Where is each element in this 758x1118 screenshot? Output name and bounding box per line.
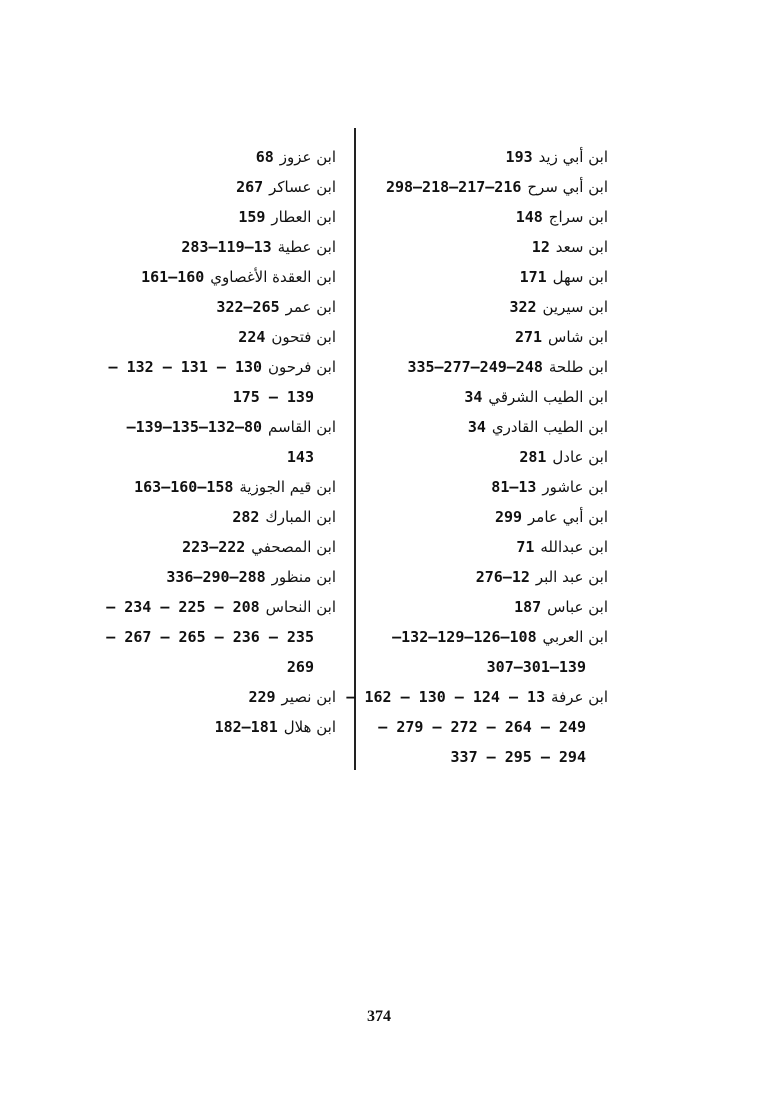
- entry-name: ابن فرحون: [267, 358, 336, 376]
- entry-name: ابن سهل: [552, 268, 608, 286]
- entry-name: ابن طلحة: [548, 358, 608, 376]
- entry-pages: 175 – 139: [232, 388, 314, 406]
- index-entry: [346, 682, 608, 712]
- index-entry: [388, 592, 608, 622]
- entry-pages: – 279 – 272 – 264 – 249: [378, 718, 586, 736]
- entry-name: ابن منظور: [271, 568, 336, 586]
- entry-name: ابن عبد البر: [535, 568, 608, 586]
- entry-pages: –139–135–132–80: [126, 418, 263, 436]
- column-divider: [354, 128, 356, 770]
- entry-pages: 187: [514, 598, 542, 616]
- entry-pages: 335–277–249–248: [407, 358, 543, 376]
- index-entry: [388, 142, 608, 172]
- entry-pages: 223–222: [182, 538, 246, 556]
- index-entry: [66, 472, 336, 502]
- entry-pages: 299: [495, 508, 523, 526]
- index-entry: [66, 712, 336, 742]
- index-entry: [66, 172, 336, 202]
- entry-pages: 282: [232, 508, 260, 526]
- entry-name: ابن عبدالله: [540, 538, 608, 556]
- index-entry: [66, 202, 336, 232]
- entry-pages: 148: [515, 208, 543, 226]
- entry-pages: 267: [236, 178, 264, 196]
- entry-pages: 12: [531, 238, 550, 256]
- index-entry: [66, 142, 336, 172]
- entry-pages: 161–160: [141, 268, 205, 286]
- entry-name: ابن عرفة: [551, 688, 608, 706]
- entry-pages: 337 – 295 – 294: [450, 748, 586, 766]
- index-entry: [388, 322, 608, 352]
- entry-name: ابن نصير: [281, 688, 336, 706]
- entry-pages: 322–265: [216, 298, 280, 316]
- entry-name: ابن الطيب الشرقي: [488, 388, 608, 406]
- entry-name: ابن عمر: [285, 298, 336, 316]
- entry-name: ابن أبي سرح: [527, 178, 608, 196]
- entry-name: ابن عباس: [547, 598, 608, 616]
- entry-name: ابن العطار: [271, 208, 336, 226]
- entry-pages: 298–218–217–216: [385, 178, 522, 196]
- entry-name: ابن عساكر: [269, 178, 336, 196]
- entry-pages: 34: [464, 388, 483, 406]
- index-entry: [66, 622, 336, 652]
- index-entry: [66, 532, 336, 562]
- index-entry: [388, 352, 608, 382]
- index-entry: [388, 652, 608, 682]
- entry-name: ابن القاسم: [268, 418, 336, 436]
- index-entry: [66, 562, 336, 592]
- entry-pages: 281: [519, 448, 547, 466]
- entry-name: ابن عطية: [277, 238, 336, 256]
- entry-pages: – 162 – 130 – 124 – 13: [346, 688, 546, 706]
- entry-name: ابن المصحفي: [251, 538, 336, 556]
- index-entry: [66, 292, 336, 322]
- index-entry: [66, 502, 336, 532]
- entry-name: ابن الطيب القادري: [491, 418, 608, 436]
- entry-name: ابن النحاس: [265, 598, 336, 616]
- index-entry: [388, 502, 608, 532]
- entry-pages: – 267 – 265 – 236 – 235: [106, 628, 314, 646]
- index-entry: [66, 682, 336, 712]
- entry-name: ابن أبي زيد: [538, 148, 608, 166]
- entry-pages: 159: [238, 208, 266, 226]
- index-entry: [388, 202, 608, 232]
- index-entry: [66, 262, 336, 292]
- entry-name: ابن عزوز: [279, 148, 336, 166]
- entry-pages: –132–129–126–108: [392, 628, 537, 646]
- entry-name: ابن أبي عامر: [528, 508, 608, 526]
- index-column-right: [346, 142, 608, 772]
- entry-pages: 307–301–139: [486, 658, 586, 676]
- entry-pages: – 132 – 131 – 130: [108, 358, 263, 376]
- page-number: 374: [367, 1008, 391, 1025]
- index-entry: [388, 532, 608, 562]
- index-entry: [385, 172, 608, 202]
- entry-name: ابن فتحون: [271, 328, 336, 346]
- index-entry: [388, 292, 608, 322]
- index-column-left: [66, 142, 336, 742]
- index-entry: [388, 742, 608, 772]
- entry-name: ابن سيرين: [542, 298, 608, 316]
- index-entry: [66, 232, 336, 262]
- entry-pages: 229: [248, 688, 276, 706]
- entry-pages: 182–181: [214, 718, 278, 736]
- entry-name: ابن سعد: [555, 238, 608, 256]
- entry-pages: 34: [467, 418, 486, 436]
- entry-pages: 163–160–158: [134, 478, 234, 496]
- index-entry: [66, 442, 336, 472]
- entry-name: ابن العربي: [542, 628, 608, 646]
- entry-name: ابن سراج: [548, 208, 608, 226]
- index-entry: [66, 652, 336, 682]
- entry-pages: 276–12: [475, 568, 530, 586]
- entry-pages: 283–119–13: [181, 238, 272, 256]
- entry-name: ابن المبارك: [265, 508, 336, 526]
- entry-pages: 68: [255, 148, 274, 166]
- index-entry: [388, 382, 608, 412]
- entry-pages: 143: [286, 448, 314, 466]
- entry-pages: 193: [505, 148, 533, 166]
- entry-name: ابن عادل: [552, 448, 608, 466]
- entry-name: ابن قيم الجوزية: [239, 478, 336, 496]
- entry-name: ابن هلال: [283, 718, 336, 736]
- index-entry: [388, 472, 608, 502]
- index-entry: [66, 592, 336, 622]
- index-entry: [66, 412, 336, 442]
- entry-name: ابن عاشور: [542, 478, 608, 496]
- index-entry: [66, 352, 336, 382]
- entry-name: ابن العقدة الأغصاوي: [210, 268, 336, 286]
- index-entry: [388, 262, 608, 292]
- entry-pages: – 234 – 225 – 208: [106, 598, 260, 616]
- index-entry: [388, 232, 608, 262]
- entry-pages: 224: [238, 328, 266, 346]
- entry-pages: 336–290–288: [166, 568, 266, 586]
- index-entry: [388, 412, 608, 442]
- entry-name: ابن شاس: [548, 328, 608, 346]
- index-entry: [388, 562, 608, 592]
- index-entry: [378, 712, 608, 742]
- entry-pages: 322: [509, 298, 537, 316]
- index-entry: [66, 322, 336, 352]
- index-entry: [66, 382, 336, 412]
- index-entry: [388, 442, 608, 472]
- entry-pages: 271: [515, 328, 543, 346]
- entry-pages: 269: [286, 658, 314, 676]
- entry-pages: 71: [516, 538, 535, 556]
- entry-pages: 171: [519, 268, 547, 286]
- index-entry: [388, 622, 608, 652]
- entry-pages: 81–13: [491, 478, 537, 496]
